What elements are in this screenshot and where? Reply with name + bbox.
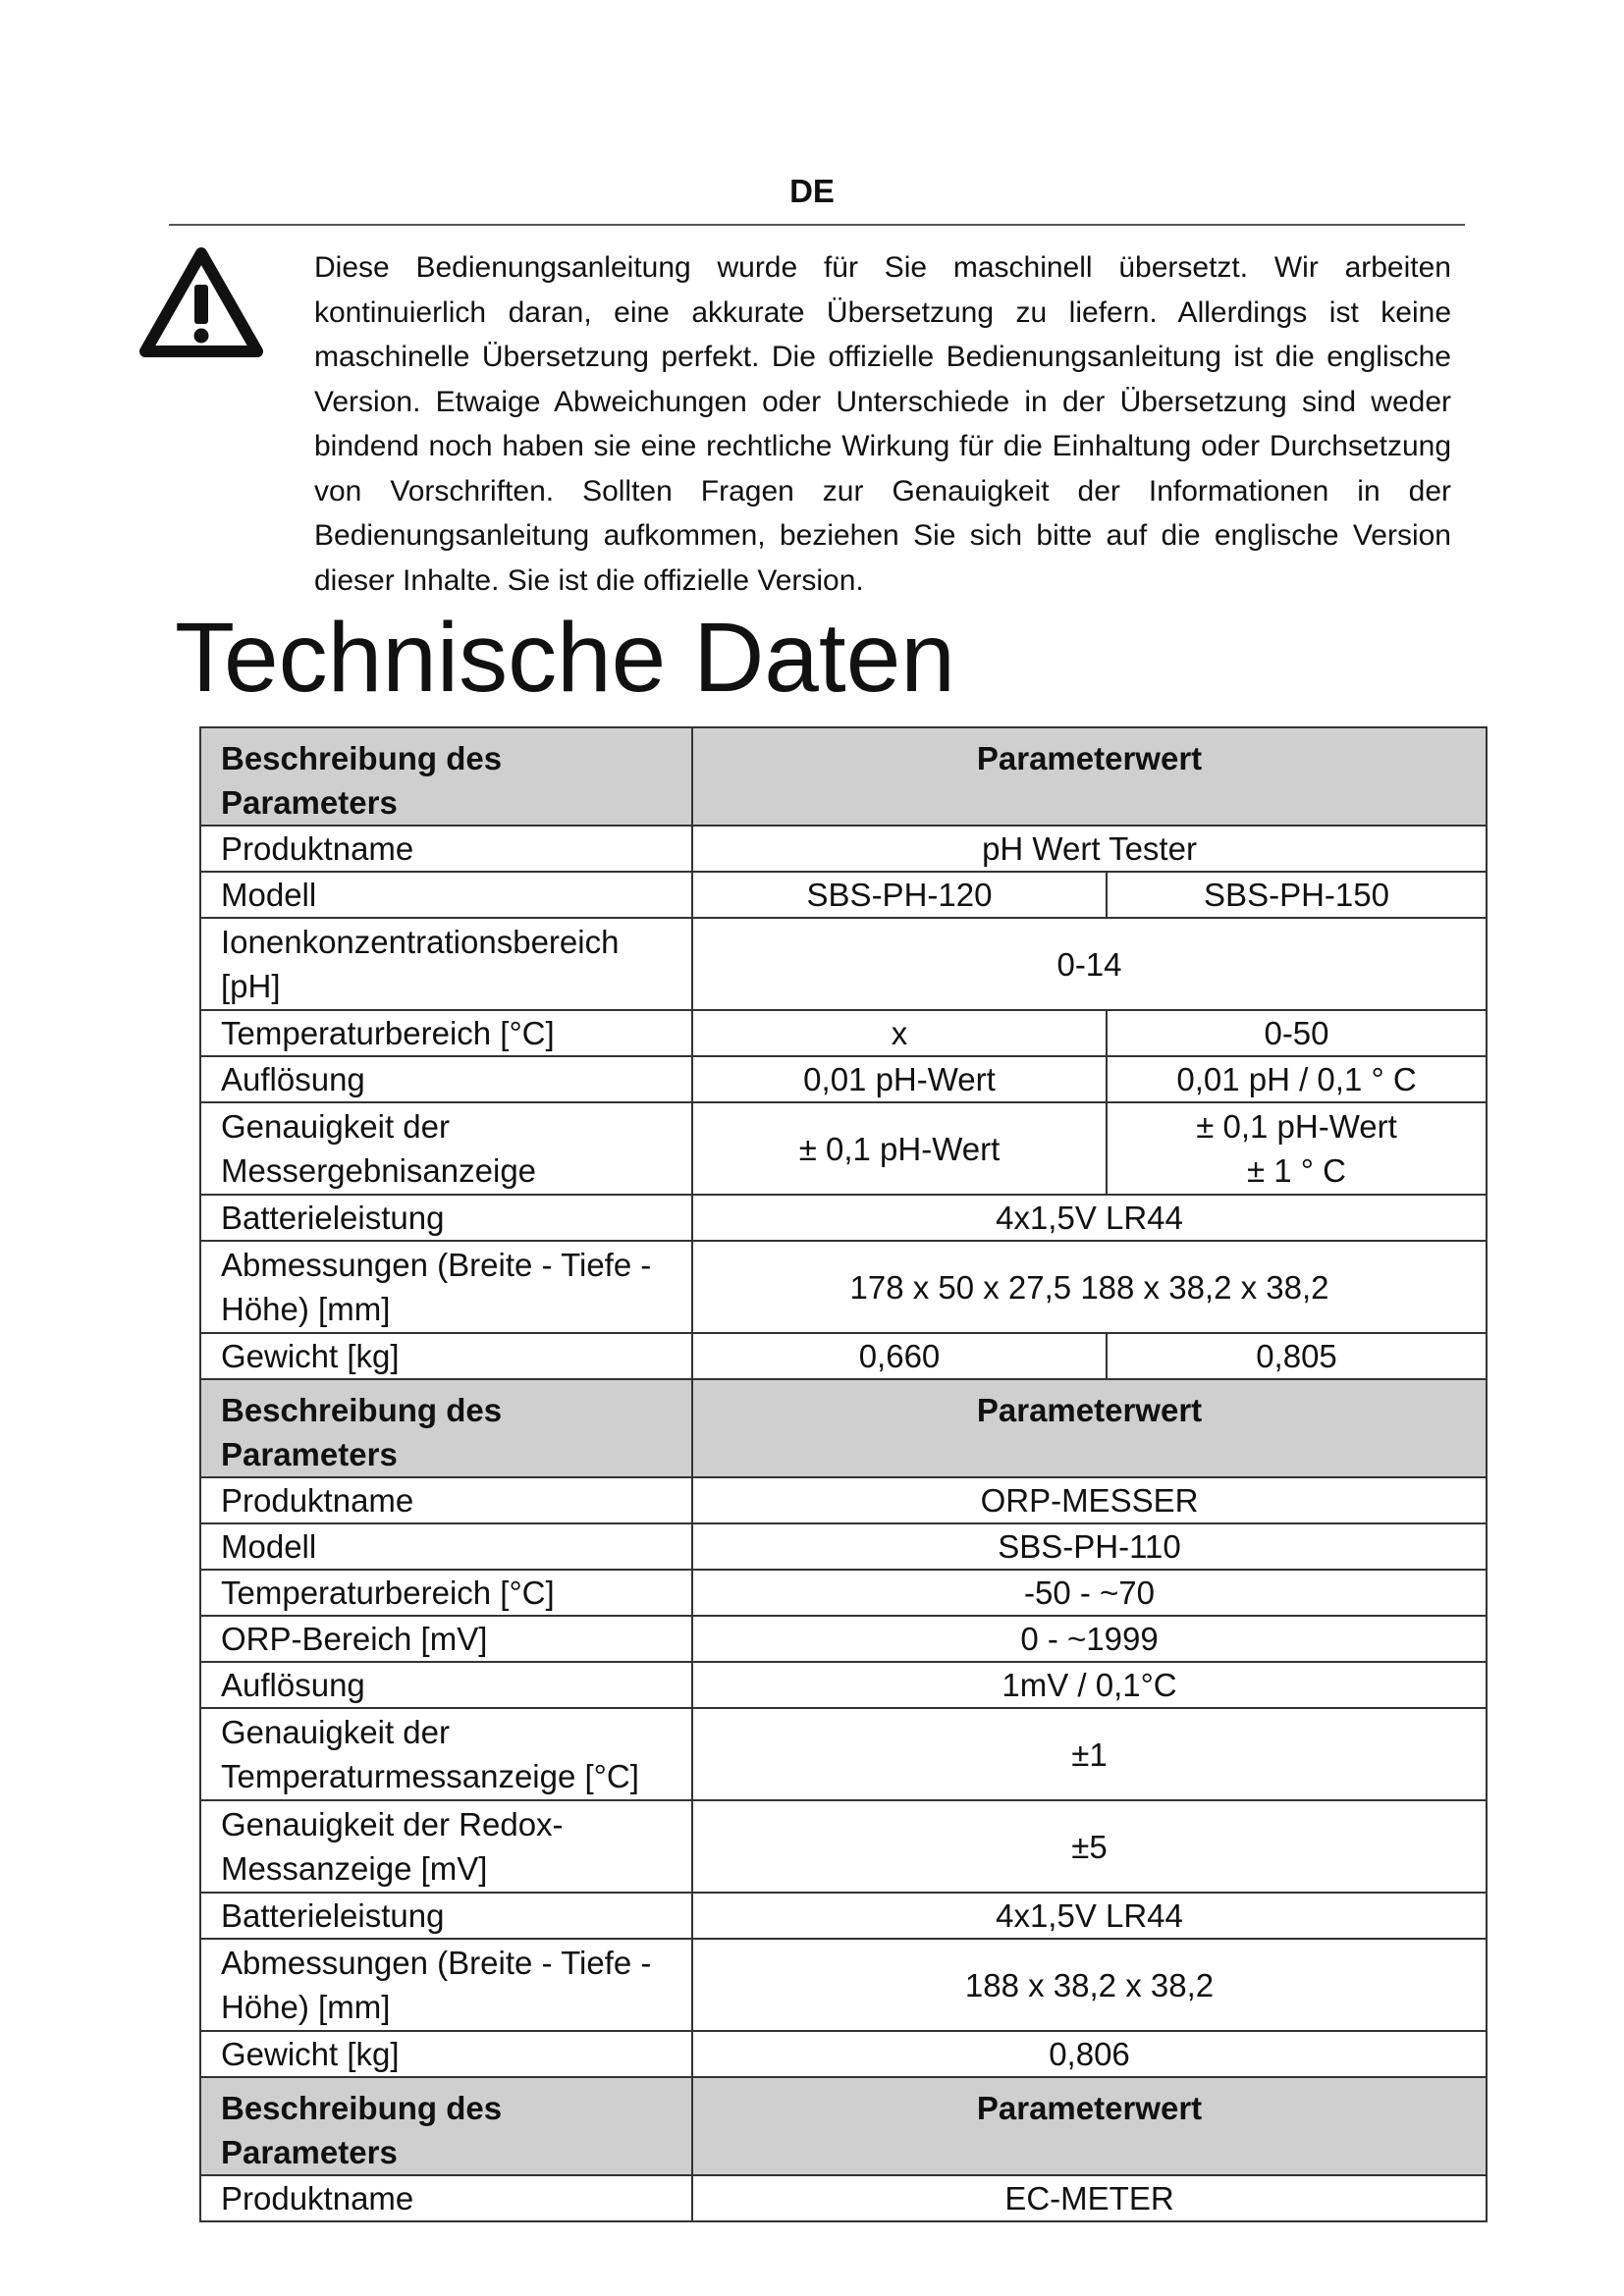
row-value: -50 - ~70 xyxy=(692,1570,1487,1616)
row-value: ORP-MESSER xyxy=(692,1477,1487,1523)
row-label: Produktname xyxy=(200,1477,692,1523)
row-label: Genauigkeit der Messergebnisanzeige xyxy=(200,1102,692,1195)
table-row xyxy=(200,1616,1487,1662)
row-label: Modell xyxy=(200,872,692,918)
translation-notice: Diese Bedienungsanleitung wurde für Sie maschinell übersetzt. Wir arbeiten kontinuierlich daran, eine akkurate Übersetzung zu liefern. Allerdings ist keine maschinelle Übersetzung perfekt. Die offizielle Bedienungsanleitung ist die englische Version. Etwaige Abweichungen oder Unterschiede in der Übersetzung sind weder bindend noch haben sie eine rechtliche Wirkung für die Einhaltung oder Durchsetzung von Vorschriften. Sollten Fragen zur Genauigkeit der Informationen in der Bedienungsanleitung aufkommen, beziehen Sie sich bitte auf die englische Version dieser Inhalte. Sie ist die offizielle Version. xyxy=(314,251,1451,597)
col-param-header: Beschreibung des Parameters xyxy=(200,1379,692,1477)
row-value: SBS-PH-150 xyxy=(1107,872,1487,918)
row-value: 0,01 pH-Wert xyxy=(692,1056,1107,1102)
row-label: Auflösung xyxy=(200,1662,692,1708)
row-label: Produktname xyxy=(200,826,692,872)
table-header-row xyxy=(200,727,1487,826)
row-value: 0,805 xyxy=(1107,1333,1487,1379)
row-value: 0-14 xyxy=(692,918,1487,1010)
row-label: Batterieleistung xyxy=(200,1893,692,1939)
col-param-header: Beschreibung des Parameters xyxy=(200,727,692,826)
row-label: Abmessungen (Breite - Tiefe - Höhe) [mm] xyxy=(200,1241,692,1333)
row-value: 4x1,5V LR44 xyxy=(692,1893,1487,1939)
row-label: Abmessungen (Breite - Tiefe - Höhe) [mm] xyxy=(200,1939,692,2031)
row-value: SBS-PH-120 xyxy=(692,872,1107,918)
table-row xyxy=(200,1010,1487,1056)
table-row xyxy=(200,2175,1487,2221)
row-label: Batterieleistung xyxy=(200,1195,692,1241)
row-value: ± 0,1 pH-Wert xyxy=(692,1102,1107,1195)
table-row xyxy=(200,1102,1487,1195)
row-value: 0,806 xyxy=(692,2031,1487,2077)
row-value: 178 x 50 x 27,5 188 x 38,2 x 38,2 xyxy=(692,1241,1487,1333)
row-value: 0,660 xyxy=(692,1333,1107,1379)
row-label: Temperaturbereich [°C] xyxy=(200,1010,692,1056)
row-label: Genauigkeit der Temperaturmessanzeige [°C] xyxy=(200,1708,692,1800)
col-value-header: Parameterwert xyxy=(692,2077,1487,2175)
row-label: Ionenkonzentrationsbereich [pH] xyxy=(200,918,692,1010)
col-param-header: Beschreibung des Parameters xyxy=(200,2077,692,2175)
row-value: ±5 xyxy=(692,1800,1487,1893)
row-value: 0 - ~1999 xyxy=(692,1616,1487,1662)
row-label: Auflösung xyxy=(200,1056,692,1102)
row-label: Gewicht [kg] xyxy=(200,1333,692,1379)
header-rule xyxy=(169,224,1465,226)
table-row xyxy=(200,1195,1487,1241)
row-label: Gewicht [kg] xyxy=(200,2031,692,2077)
language-code: DE xyxy=(789,173,835,209)
row-value-line: ± 1 ° C xyxy=(1247,1152,1346,1189)
table-row xyxy=(200,1939,1487,2031)
row-label: Genauigkeit der Redox-Messanzeige [mV] xyxy=(200,1800,692,1893)
table-row xyxy=(200,872,1487,918)
table-row xyxy=(200,918,1487,1010)
col-value-header: Parameterwert xyxy=(692,727,1487,826)
row-value: 1mV / 0,1°C xyxy=(692,1662,1487,1708)
table-header-row xyxy=(200,2077,1487,2175)
page-title: Technische Daten xyxy=(175,603,955,713)
row-value: pH Wert Tester xyxy=(692,826,1487,872)
row-label: ORP-Bereich [mV] xyxy=(200,1616,692,1662)
table-row xyxy=(200,1708,1487,1800)
row-label: Produktname xyxy=(200,2175,692,2221)
table-row xyxy=(200,1477,1487,1523)
table-row xyxy=(200,1333,1487,1379)
row-value: x xyxy=(692,1010,1107,1056)
table-row xyxy=(200,1523,1487,1570)
spec-table xyxy=(199,726,1488,2222)
row-value-line: ± 0,1 pH-Wert xyxy=(1196,1108,1397,1145)
table-header-row xyxy=(200,1379,1487,1477)
row-value: 0,01 pH / 0,1 ° C xyxy=(1107,1056,1487,1102)
table-row xyxy=(200,2031,1487,2077)
table-row xyxy=(200,1662,1487,1708)
table-row xyxy=(200,1570,1487,1616)
row-value: 4x1,5V LR44 xyxy=(692,1195,1487,1241)
row-value: 0-50 xyxy=(1107,1010,1487,1056)
row-value xyxy=(1107,1102,1487,1195)
table-row xyxy=(200,1800,1487,1893)
table-row xyxy=(200,1056,1487,1102)
table-row xyxy=(200,826,1487,872)
row-value: ±1 xyxy=(692,1708,1487,1800)
row-value: EC-METER xyxy=(692,2175,1487,2221)
col-value-header: Parameterwert xyxy=(692,1379,1487,1477)
row-label: Modell xyxy=(200,1523,692,1570)
table-row xyxy=(200,1893,1487,1939)
row-value: 188 x 38,2 x 38,2 xyxy=(692,1939,1487,2031)
table-row xyxy=(200,1241,1487,1333)
warning-triangle-icon xyxy=(139,245,263,359)
row-label: Temperaturbereich [°C] xyxy=(200,1570,692,1616)
row-value: SBS-PH-110 xyxy=(692,1523,1487,1570)
